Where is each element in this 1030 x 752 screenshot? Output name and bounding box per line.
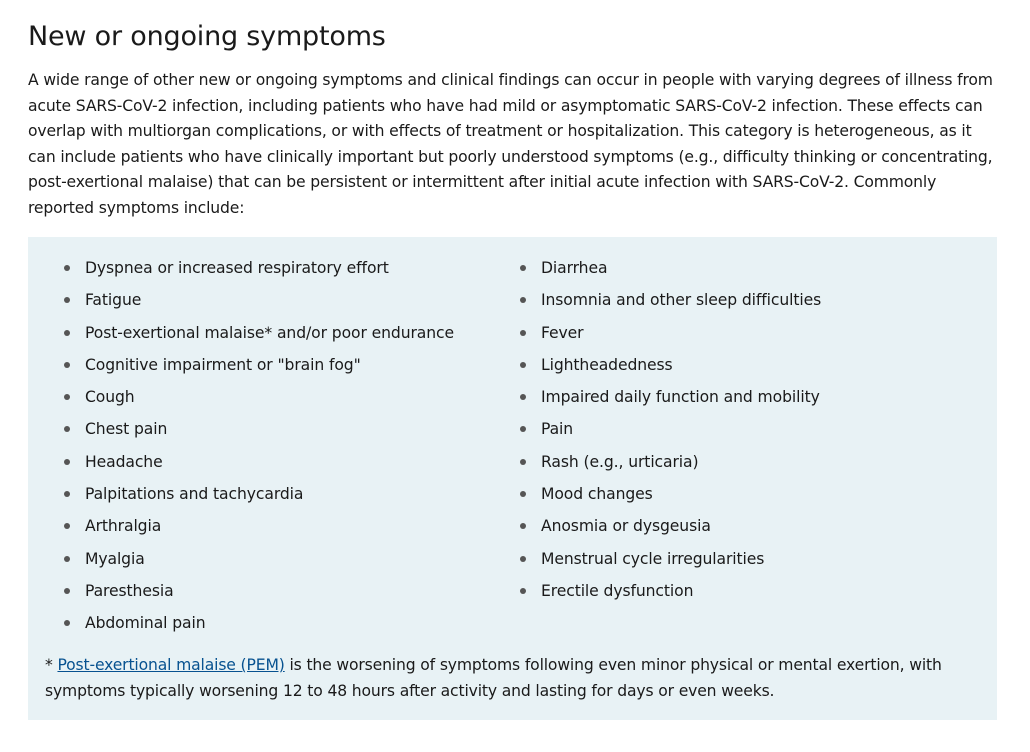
- symptom-list-item: [64, 481, 454, 513]
- symptom-list-item: [64, 513, 454, 545]
- footnote-text: is the worsening of symptoms following even minor physical or mental exertion, with symptoms typically worsening 12 to 48 hours after activity and lasting for days or even weeks.: [45, 656, 942, 700]
- bullet-icon: [520, 523, 526, 529]
- bullet-icon: [64, 620, 70, 626]
- symptom-label: Headache: [85, 452, 163, 471]
- intro-paragraph: A wide range of other new or ongoing symptoms and clinical findings can occur in people with varying degrees of illness from acute SARS-CoV-2 infection, including patients who have had mild or asymptomatic SARS-CoV-2 infection. These effects can overlap with multiorgan complications, or with effects of treatment or hospitalization. This category is heterogeneous, as it can include patients who have clinically important but poorly understood symptoms (e.g., difficulty thinking or concentrating, post-exertional malaise) that can be persistent or intermittent after initial acute infection with SARS-CoV-2. Commonly reported symptoms include:: [28, 71, 993, 217]
- section-heading: New or ongoing symptoms: [28, 21, 386, 52]
- symptom-list-item: [64, 352, 454, 384]
- symptom-list-item: [64, 546, 454, 578]
- bullet-icon: [64, 426, 70, 432]
- symptom-label: Chest pain: [85, 420, 168, 439]
- symptom-label: Mood changes: [541, 485, 653, 504]
- symptom-list-item: [64, 578, 454, 610]
- symptom-label: Lightheadedness: [541, 355, 673, 374]
- bullet-icon: [64, 556, 70, 562]
- symptom-label: Anosmia or dysgeusia: [541, 517, 711, 536]
- bullet-icon: [64, 265, 70, 271]
- symptom-label: Insomnia and other sleep difficulties: [541, 291, 822, 310]
- symptom-list-item: [64, 384, 454, 416]
- symptom-list-item: [520, 320, 821, 352]
- bullet-icon: [520, 394, 526, 400]
- symptom-label: Cough: [85, 388, 135, 407]
- symptom-label: Dyspnea or increased respiratory effort: [85, 259, 389, 277]
- symptom-label: Impaired daily function and mobility: [541, 388, 820, 407]
- bullet-icon: [520, 588, 526, 594]
- bullet-icon: [520, 556, 526, 562]
- symptom-list-item: [520, 546, 821, 578]
- symptom-list-item: [64, 320, 454, 352]
- symptom-label: Abdominal pain: [85, 614, 206, 633]
- pem-link[interactable]: Post-exertional malaise (PEM): [57, 656, 285, 674]
- bullet-icon: [64, 491, 70, 497]
- bullet-icon: [520, 426, 526, 432]
- symptom-list-item: [64, 416, 454, 448]
- pem-footnote: [45, 653, 985, 704]
- symptom-list-item: [520, 578, 821, 610]
- symptom-label: Palpitations and tachycardia: [85, 485, 304, 504]
- symptom-label: Post-exertional malaise* and/or poor endurance: [85, 323, 455, 342]
- symptom-list-item: [520, 352, 821, 384]
- symptom-list-item: [64, 449, 454, 481]
- bullet-icon: [520, 491, 526, 497]
- symptom-label: Myalgia: [85, 549, 145, 568]
- symptom-list-item: [520, 449, 821, 481]
- symptom-list-item: [520, 287, 821, 319]
- symptom-label: Fatigue: [85, 291, 142, 310]
- bullet-icon: [520, 330, 526, 336]
- symptom-label: Erectile dysfunction: [541, 581, 694, 600]
- bullet-icon: [64, 459, 70, 465]
- bullet-icon: [520, 297, 526, 303]
- symptom-label: Pain: [541, 420, 574, 439]
- bullet-icon: [520, 265, 526, 271]
- symptoms-list-right: [520, 255, 821, 610]
- symptom-list-item: [520, 384, 821, 416]
- symptom-list-item: [520, 513, 821, 545]
- bullet-icon: [64, 362, 70, 368]
- symptoms-callout-box: [28, 237, 997, 720]
- symptom-label: Arthralgia: [85, 517, 162, 536]
- bullet-icon: [64, 297, 70, 303]
- bullet-icon: [520, 362, 526, 368]
- bullet-icon: [64, 394, 70, 400]
- bullet-icon: [64, 330, 70, 336]
- bullet-icon: [64, 523, 70, 529]
- symptom-list-item: [64, 610, 454, 642]
- bullet-icon: [520, 459, 526, 465]
- bullet-icon: [64, 588, 70, 594]
- symptom-list-item: [64, 255, 454, 287]
- symptom-label: Cognitive impairment or "brain fog": [85, 355, 361, 374]
- symptom-list-item: [520, 255, 821, 287]
- symptom-list-item: [520, 416, 821, 448]
- symptom-list-item: [64, 287, 454, 319]
- symptom-label: Rash (e.g., urticaria): [541, 452, 699, 471]
- symptom-label: Fever: [541, 323, 584, 342]
- symptom-list-item: [520, 481, 821, 513]
- footnote-asterisk: *: [45, 656, 58, 674]
- symptom-label: Menstrual cycle irregularities: [541, 549, 765, 568]
- symptoms-list-left: [64, 255, 454, 643]
- symptom-label: Paresthesia: [85, 581, 174, 600]
- symptom-label: Diarrhea: [541, 259, 608, 277]
